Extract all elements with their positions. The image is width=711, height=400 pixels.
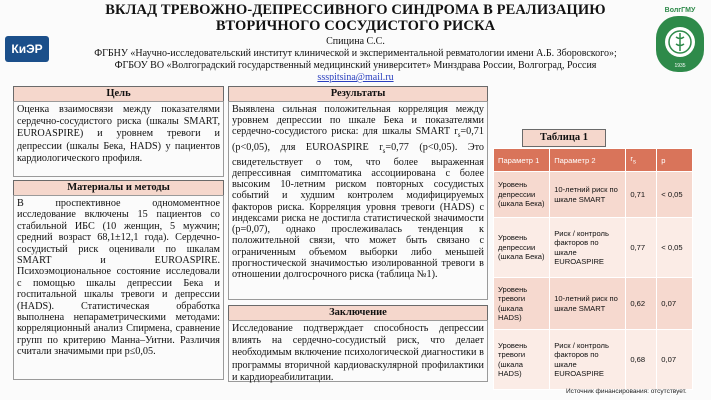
table-title: Таблица 1	[522, 129, 606, 147]
table-cell: Уровень депрессии (шкала Бека)	[494, 172, 550, 218]
volggmu-logo	[654, 2, 706, 74]
author-name: Спицина С.С.	[326, 36, 385, 47]
table-cell: < 0,05	[657, 218, 693, 278]
table-cell: < 0,05	[657, 172, 693, 218]
goal-header: Цель	[13, 86, 224, 102]
authors-block	[60, 36, 651, 84]
table-cell: Уровень тревоги (шкала HADS)	[494, 278, 550, 330]
table-cell: Риск / контроль факторов по шкале EUROASPIRE	[550, 218, 626, 278]
table-header-param1: Параметр 1	[494, 149, 550, 172]
table-cell: 10-летний риск по шкале SMART	[550, 278, 626, 330]
results-subscript-2: s	[382, 146, 386, 155]
table-cell: 0,62	[626, 278, 657, 330]
results-header: Результаты	[228, 86, 488, 102]
volggmu-logo-year: 1935	[674, 63, 686, 69]
table-cell: 0,77	[626, 218, 657, 278]
results-text-part1: Выявлена сильная положительная корреляция между уровнем депрессии по шкале Бека и показателями сердечно-сосудистого риска: для шкалы SMART r	[232, 104, 484, 138]
table-row	[494, 278, 693, 330]
methods-text: В проспективное одномоментное исследование включены 15 пациентов со стабильной ИБС (10 женщин, 5 мужчин; средний возраст 68,1±12,1 года). Сердечно-сосудистый риск оценивали по шкалам SMART и EUROASPIRE. Психоэмоциональное состояние исследовали с помощью шкалы депрессии Бека и госпитальной шкалы тревоги и депрессии (HADS). Статистическая обработка выполнена непараметрическими методами: корреляционный анализ Спирмена, сравнение групп по критерию Манна–Уитни. Различия считали значимыми при p≤0,05.	[13, 195, 224, 380]
affiliation-2: ФГБОУ ВО «Волгоградский государственный медицинский университет» Минздрава России, Волгоград, Россия	[114, 60, 597, 71]
author-email[interactable]: ssspitsina@mail.ru	[317, 72, 394, 83]
table-cell: Риск / контроль факторов по шкале EUROASPIRE	[550, 330, 626, 390]
results-subscript-1: s	[457, 131, 461, 140]
table-header-param2: Параметр 2	[550, 149, 626, 172]
table-cell: 0,68	[626, 330, 657, 390]
kier-logo	[5, 36, 49, 62]
table-cell: 10-летний риск по шкале SMART	[550, 172, 626, 218]
table-cell: Уровень депрессии (шкала Бека)	[494, 218, 550, 278]
conclusion-text: Исследование подтверждает способность депрессии влиять на сердечно-сосудистый риск, что делает необходимым включение психологической диагностики в программы вторичной кардиоваскулярной профилактики и кардиореабилитации.	[228, 320, 488, 382]
table-row	[494, 172, 693, 218]
table-cell: 0,71	[626, 172, 657, 218]
volggmu-logo-text: ВолгГМУ	[664, 7, 696, 14]
table-row	[494, 330, 693, 390]
conclusion-header: Заключение	[228, 305, 488, 321]
results-table	[493, 148, 693, 390]
poster-title: ВКЛАД ТРЕВОЖНО-ДЕПРЕССИВНОГО СИНДРОМА В РЕАЛИЗАЦИЮ ВТОРИЧНОГО СОСУДИСТОГО РИСКА	[105, 2, 606, 34]
table-header-r	[626, 149, 657, 172]
table-row	[494, 218, 693, 278]
results-text	[228, 101, 488, 300]
table-cell: 0,07	[657, 330, 693, 390]
goal-text: Оценка взаимосвязи между показателями сердечно-сосудистого риска (шкалы SMART, EUROASPIRE) и уровнем тревоги и депрессии (шкалы Бека, HADS) у пациентов кардиологического профиля.	[13, 101, 224, 177]
results-text-part3: =0,77 (p<0,05). Это свидетельствует о том, что более выраженная депрессивная симптоматика ассоциирована с более высоким 10-летним риском повторных сосудистых событий и худшим контролем модифицируемых факторов риска. Корреляция уровня тревоги (HADS) с индексами риска не достигла статистической значимости (p=0,07), однако прослеживалась тенденция к положительной связи, что может быть связано с ограниченным объемом выборки либо меньшей прогностической значимостью изолированной тревоги в отношении долгосрочного риска (таблица №1).	[232, 141, 484, 280]
table-cell: Уровень тревоги (шкала HADS)	[494, 330, 550, 390]
table-header-r-label: r	[630, 154, 633, 164]
table-header-p: p	[657, 149, 693, 172]
table-cell: 0,07	[657, 278, 693, 330]
methods-header: Материалы и методы	[13, 180, 224, 196]
kier-logo-text: КиЭР	[11, 42, 43, 56]
funding-source: Источник финансирования: отсутствует.	[566, 388, 687, 395]
affiliation-1: ФГБНУ «Научно-исследовательский институт клинической и экспериментальной ревматологии имени А.Б. Зборовского»;	[94, 48, 617, 59]
table-header-row	[494, 149, 693, 172]
table-header-r-sub: s	[632, 158, 637, 166]
results-text-part2: =0,71 (p<0,05), для EUROASPIRE r	[232, 126, 484, 153]
